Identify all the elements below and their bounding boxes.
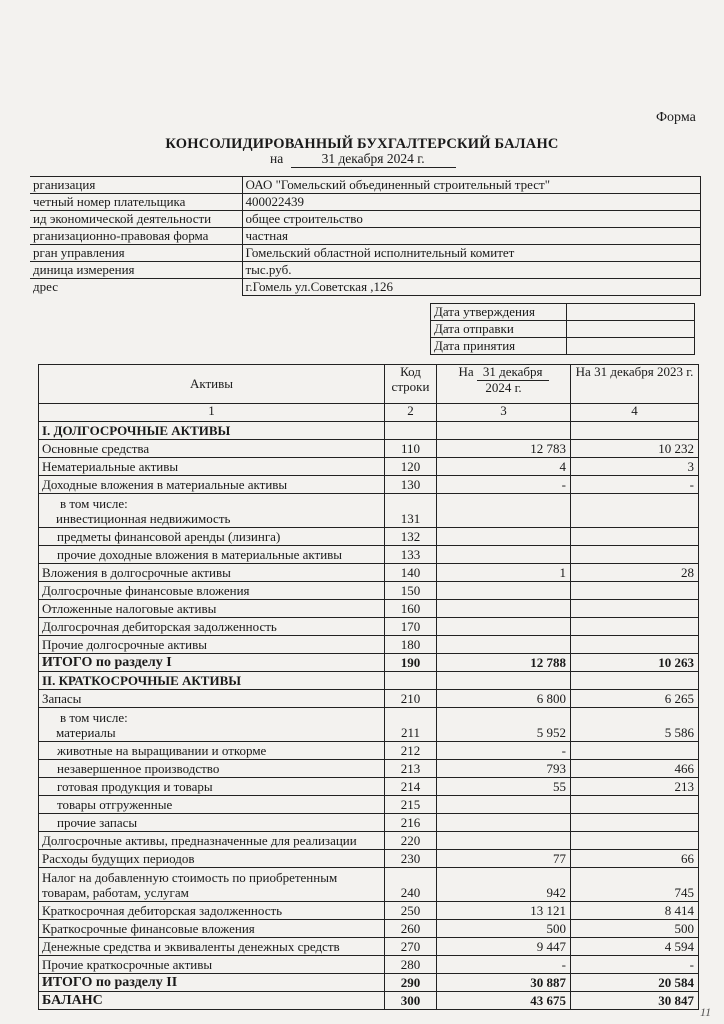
row-code: 170 — [385, 618, 437, 636]
column-number: 2 — [385, 404, 437, 422]
value-2023 — [571, 742, 699, 760]
table-row — [39, 636, 699, 654]
value-2023: 4 594 — [571, 938, 699, 956]
value-2023: 213 — [571, 778, 699, 796]
table-row — [39, 546, 699, 564]
value-2024 — [437, 582, 571, 600]
value-2023 — [571, 422, 699, 440]
row-code: 190 — [385, 654, 437, 672]
header-col3-on: На — [458, 364, 474, 379]
table-header-row — [39, 365, 699, 404]
row-name-line1: Налог на добавленную стоимость по приобретенным — [42, 870, 338, 886]
value-2024 — [437, 618, 571, 636]
report-date — [270, 151, 456, 168]
table-row — [39, 618, 699, 636]
value-2024 — [437, 832, 571, 850]
row-name: Прочие долгосрочные активы — [39, 636, 385, 654]
table-row — [39, 920, 699, 938]
info-row — [30, 245, 700, 262]
row-name: ИТОГО по разделу II — [39, 974, 385, 992]
row-name: БАЛАНС — [39, 992, 385, 1010]
row-name-line1: в том числе: — [60, 710, 128, 726]
table-row — [39, 868, 699, 902]
date-value-cell[interactable] — [567, 321, 695, 338]
date-label: Дата принятия — [431, 338, 567, 355]
table-row — [39, 494, 699, 528]
value-2024 — [437, 600, 571, 618]
date-row — [431, 338, 695, 355]
value-2023: - — [571, 476, 699, 494]
info-value: общее строительство — [242, 211, 700, 228]
value-2024 — [437, 672, 571, 690]
table-row — [39, 850, 699, 868]
row-code: 260 — [385, 920, 437, 938]
info-label: дрес — [30, 279, 242, 296]
column-number-row — [39, 404, 699, 422]
row-name: Основные средства — [39, 440, 385, 458]
row-name: Доходные вложения в материальные активы — [39, 476, 385, 494]
dates-table — [430, 303, 695, 355]
row-name-line1: в том числе: — [60, 496, 128, 512]
row-name: прочие запасы — [39, 814, 385, 832]
row-code: 160 — [385, 600, 437, 618]
row-name: Нематериальные активы — [39, 458, 385, 476]
report-date-value: 31 декабря 2024 г. — [291, 151, 456, 168]
value-2024 — [437, 494, 571, 528]
header-col4: На 31 декабря 2023 г. — [571, 365, 699, 404]
header-assets: Активы — [39, 365, 385, 404]
value-2023 — [571, 546, 699, 564]
row-code — [385, 422, 437, 440]
value-2024: - — [437, 476, 571, 494]
table-row — [39, 476, 699, 494]
value-2024: 12 788 — [437, 654, 571, 672]
row-code: 140 — [385, 564, 437, 582]
date-value-cell[interactable] — [567, 338, 695, 355]
row-name-line2: материалы — [56, 725, 116, 741]
row-name: Расходы будущих периодов — [39, 850, 385, 868]
info-row — [30, 194, 700, 211]
row-code: 212 — [385, 742, 437, 760]
row-name: предметы финансовой аренды (лизинга) — [39, 528, 385, 546]
row-code — [385, 672, 437, 690]
row-name — [39, 708, 385, 742]
value-2023: 30 847 — [571, 992, 699, 1010]
row-code: 131 — [385, 494, 437, 528]
row-code: 216 — [385, 814, 437, 832]
value-2024: 6 800 — [437, 690, 571, 708]
info-value: тыс.руб. — [242, 262, 700, 279]
page-mark: 11 — [700, 1005, 712, 1019]
table-row — [39, 778, 699, 796]
info-value: Гомельский областной исполнительный комитет — [242, 245, 700, 262]
value-2024: 1 — [437, 564, 571, 582]
table-row — [39, 458, 699, 476]
value-2023 — [571, 582, 699, 600]
row-code: 210 — [385, 690, 437, 708]
table-row — [39, 938, 699, 956]
table-row — [39, 422, 699, 440]
value-2023: 6 265 — [571, 690, 699, 708]
value-2024 — [437, 422, 571, 440]
value-2024: 13 121 — [437, 902, 571, 920]
value-2024: 43 675 — [437, 992, 571, 1010]
row-code: 120 — [385, 458, 437, 476]
date-value-cell[interactable] — [567, 304, 695, 321]
organization-info-table — [30, 176, 701, 296]
table-row — [39, 600, 699, 618]
row-code: 300 — [385, 992, 437, 1010]
table-row — [39, 654, 699, 672]
value-2023 — [571, 672, 699, 690]
info-row — [30, 177, 700, 194]
row-name: Запасы — [39, 690, 385, 708]
value-2023: 5 586 — [571, 708, 699, 742]
table-row — [39, 690, 699, 708]
row-name: Краткосрочные финансовые вложения — [39, 920, 385, 938]
table-row — [39, 974, 699, 992]
header-code: Код строки — [385, 365, 437, 404]
value-2023 — [571, 618, 699, 636]
value-2023 — [571, 814, 699, 832]
value-2023: 3 — [571, 458, 699, 476]
row-name: Долгосрочная дебиторская задолженность — [39, 618, 385, 636]
row-name: I. ДОЛГОСРОЧНЫЕ АКТИВЫ — [39, 422, 385, 440]
value-2024 — [437, 814, 571, 832]
value-2024: - — [437, 742, 571, 760]
value-2023: 66 — [571, 850, 699, 868]
row-name-line2: товарам, работам, услугам — [42, 885, 189, 901]
value-2023 — [571, 832, 699, 850]
date-row — [431, 304, 695, 321]
table-row — [39, 814, 699, 832]
form-label: Форма — [656, 110, 696, 125]
row-name: II. КРАТКОСРОЧНЫЕ АКТИВЫ — [39, 672, 385, 690]
value-2024: 942 — [437, 868, 571, 902]
table-row — [39, 528, 699, 546]
value-2024: 9 447 — [437, 938, 571, 956]
header-col3 — [437, 365, 571, 404]
info-value: ОАО "Гомельский объединенный строительный трест" — [242, 177, 700, 194]
info-label: рганизационно-правовая форма — [30, 228, 242, 245]
table-row — [39, 956, 699, 974]
row-name: Долгосрочные финансовые вложения — [39, 582, 385, 600]
row-name: готовая продукция и товары — [39, 778, 385, 796]
table-row — [39, 742, 699, 760]
value-2024: - — [437, 956, 571, 974]
value-2023 — [571, 528, 699, 546]
info-row — [30, 279, 700, 296]
info-label: четный номер плательщика — [30, 194, 242, 211]
value-2024: 12 783 — [437, 440, 571, 458]
value-2023: 500 — [571, 920, 699, 938]
value-2023 — [571, 600, 699, 618]
table-row — [39, 992, 699, 1010]
value-2023: - — [571, 956, 699, 974]
value-2024: 500 — [437, 920, 571, 938]
value-2024 — [437, 796, 571, 814]
info-row — [30, 262, 700, 279]
document-title: КОНСОЛИДИРОВАННЫЙ БУХГАЛТЕРСКИЙ БАЛАНС — [165, 136, 559, 152]
value-2024: 4 — [437, 458, 571, 476]
value-2024 — [437, 636, 571, 654]
info-value: частная — [242, 228, 700, 245]
row-name: Краткосрочная дебиторская задолженность — [39, 902, 385, 920]
value-2023 — [571, 494, 699, 528]
row-name: ИТОГО по разделу I — [39, 654, 385, 672]
column-number: 4 — [571, 404, 699, 422]
value-2023 — [571, 796, 699, 814]
row-name: незавершенное производство — [39, 760, 385, 778]
row-code: 250 — [385, 902, 437, 920]
balance-table — [38, 364, 699, 1010]
row-name: Отложенные налоговые активы — [39, 600, 385, 618]
value-2023: 466 — [571, 760, 699, 778]
row-code: 133 — [385, 546, 437, 564]
row-name — [39, 494, 385, 528]
row-name-line2: инвестиционная недвижимость — [56, 511, 231, 527]
row-code: 150 — [385, 582, 437, 600]
column-number: 1 — [39, 404, 385, 422]
value-2023: 20 584 — [571, 974, 699, 992]
value-2024: 793 — [437, 760, 571, 778]
row-name: Прочие краткосрочные активы — [39, 956, 385, 974]
row-name: Денежные средства и эквиваленты денежных средств — [39, 938, 385, 956]
info-value: 400022439 — [242, 194, 700, 211]
row-code: 180 — [385, 636, 437, 654]
info-label: рган управления — [30, 245, 242, 262]
row-code: 220 — [385, 832, 437, 850]
date-label: Дата утверждения — [431, 304, 567, 321]
table-row — [39, 902, 699, 920]
row-name — [39, 868, 385, 902]
value-2023: 8 414 — [571, 902, 699, 920]
value-2024: 77 — [437, 850, 571, 868]
date-label: Дата отправки — [431, 321, 567, 338]
row-name: животные на выращивании и откорме — [39, 742, 385, 760]
value-2023 — [571, 636, 699, 654]
header-col3-date: 31 декабря — [477, 365, 549, 381]
value-2023: 10 232 — [571, 440, 699, 458]
row-code: 211 — [385, 708, 437, 742]
row-name: Вложения в долгосрочные активы — [39, 564, 385, 582]
table-row — [39, 832, 699, 850]
row-code: 213 — [385, 760, 437, 778]
table-row — [39, 564, 699, 582]
table-row — [39, 796, 699, 814]
table-row — [39, 672, 699, 690]
row-code: 240 — [385, 868, 437, 902]
info-row — [30, 228, 700, 245]
row-code: 132 — [385, 528, 437, 546]
info-label: рганизация — [30, 177, 242, 194]
row-code: 230 — [385, 850, 437, 868]
column-number: 3 — [437, 404, 571, 422]
table-row — [39, 708, 699, 742]
row-name: прочие доходные вложения в материальные активы — [39, 546, 385, 564]
table-row — [39, 582, 699, 600]
row-code: 130 — [385, 476, 437, 494]
on-label: на — [270, 151, 284, 166]
row-code: 110 — [385, 440, 437, 458]
value-2024 — [437, 528, 571, 546]
value-2024: 30 887 — [437, 974, 571, 992]
balance-rows — [39, 422, 699, 1010]
row-code: 214 — [385, 778, 437, 796]
date-row — [431, 321, 695, 338]
row-name: Долгосрочные активы, предназначенные для реализации — [39, 832, 385, 850]
value-2024: 5 952 — [437, 708, 571, 742]
info-label: диница измерения — [30, 262, 242, 279]
value-2023: 745 — [571, 868, 699, 902]
info-row — [30, 211, 700, 228]
value-2023: 10 263 — [571, 654, 699, 672]
row-code: 270 — [385, 938, 437, 956]
table-row — [39, 440, 699, 458]
header-col3-year: 2024 г. — [485, 379, 522, 395]
value-2024: 55 — [437, 778, 571, 796]
value-2024 — [437, 546, 571, 564]
info-value: г.Гомель ул.Советская ,126 — [242, 279, 700, 296]
table-row — [39, 760, 699, 778]
row-code: 215 — [385, 796, 437, 814]
row-code: 280 — [385, 956, 437, 974]
row-code: 290 — [385, 974, 437, 992]
info-label: ид экономической деятельности — [30, 211, 242, 228]
value-2023: 28 — [571, 564, 699, 582]
row-name: товары отгруженные — [39, 796, 385, 814]
